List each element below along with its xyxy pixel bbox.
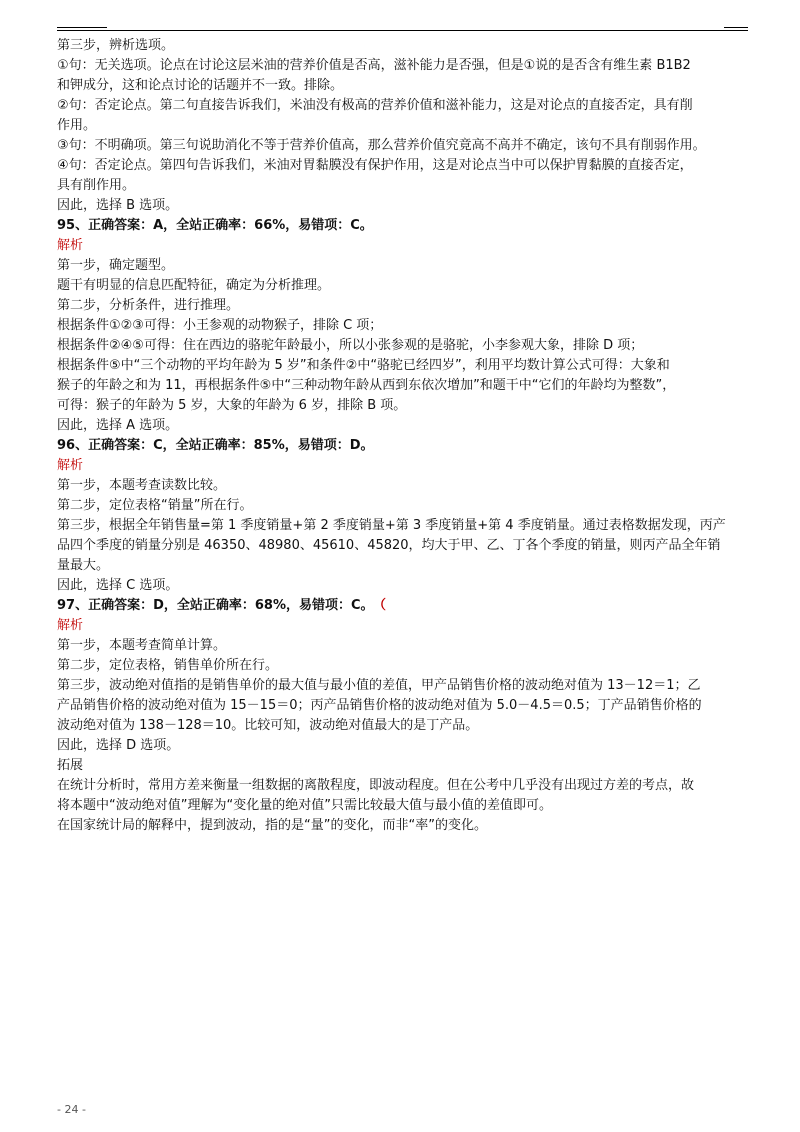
line-text: 解析 — [57, 458, 84, 473]
answer-heading — [57, 216, 748, 236]
text-line — [57, 416, 748, 436]
page-number: - 24 - — [57, 1103, 86, 1116]
line-text: 第一步，确定题型。 — [57, 258, 175, 273]
text-line — [57, 776, 748, 796]
text-line — [57, 476, 748, 496]
line-text: ②句：否定论点。第二句直接告诉我们，米油没有极高的营养价值和滋补能力，这是对论点的直接否定，具有削 — [57, 98, 693, 113]
line-text: 第三步，辨析选项。 — [57, 38, 175, 53]
line-text: 题干有明显的信息匹配特征，确定为分析推理。 — [57, 278, 331, 293]
text-line — [57, 176, 748, 196]
text-line — [57, 316, 748, 336]
line-text: 拓展 — [57, 758, 84, 773]
text-line — [57, 136, 748, 156]
text-line — [57, 796, 748, 816]
line-text: 产品销售价格的波动绝对值为 15－15＝0；丙产品销售价格的波动绝对值为 5.0－4.5＝0.5；丁产品销售价格的 — [57, 698, 702, 713]
page-content — [57, 36, 748, 836]
line-text: 猴子的年龄之和为 11，再根据条件⑤中“三种动物年龄从西到东依次增加”和题干中“它们的年龄均为整数”， — [57, 378, 676, 393]
text-line — [57, 56, 748, 76]
header-rule-left — [57, 27, 107, 28]
text-line — [57, 356, 748, 376]
line-text: 97、正确答案：D，全站正确率：68%，易错项：C。 — [57, 598, 374, 613]
line-text: 因此，选择 A 选项。 — [57, 418, 179, 433]
section-label — [57, 616, 748, 636]
text-line — [57, 816, 748, 836]
text-line — [57, 536, 748, 556]
line-text: 在国家统计局的解释中，提到波动，指的是“量”的变化，而非“率”的变化。 — [57, 818, 487, 833]
text-line — [57, 756, 748, 776]
line-text: ①句：无关选项。论点在讨论这层米油的营养价值是否高，滋补能力是否强，但是①说的是否含有维生素 B1B2 — [57, 58, 691, 73]
text-line — [57, 716, 748, 736]
line-text: 波动绝对值为 138－128＝10。比较可知，波动绝对值最大的是丁产品。 — [57, 718, 479, 733]
line-text: 量最大。 — [57, 558, 110, 573]
text-line — [57, 276, 748, 296]
text-line — [57, 336, 748, 356]
text-line — [57, 636, 748, 656]
text-line — [57, 556, 748, 576]
text-line — [57, 36, 748, 56]
line-text: 第二步，定位表格，销售单价所在行。 — [57, 658, 279, 673]
text-line — [57, 696, 748, 716]
answer-heading — [57, 596, 748, 616]
answer-heading — [57, 436, 748, 456]
line-text: 第三步，波动绝对值指的是销售单价的最大值与最小值的差值，甲产品销售价格的波动绝对值为 13－12＝1；乙 — [57, 678, 701, 693]
text-line — [57, 576, 748, 596]
header-rule-right — [724, 27, 748, 28]
line-text: 第二步，定位表格“销量”所在行。 — [57, 498, 253, 513]
text-line — [57, 256, 748, 276]
line-text: 第二步，分析条件，进行推理。 — [57, 298, 240, 313]
line-text: 解析 — [57, 618, 84, 633]
line-text: 作用。 — [57, 118, 97, 133]
text-line — [57, 396, 748, 416]
line-text: 根据条件⑤中“三个动物的平均年龄为 5 岁”和条件②中“骆驼已经四岁”，利用平均数计算公式可得：大象和 — [57, 358, 670, 373]
text-line — [57, 296, 748, 316]
section-label — [57, 456, 748, 476]
line-text: ④句：否定论点。第四句告诉我们，米油对胃黏膜没有保护作用，这是对论点当中可以保护胃黏膜的直接否定， — [57, 158, 693, 173]
text-line — [57, 116, 748, 136]
line-text: 根据条件①②③可得：小王参观的动物猴子，排除 C 项； — [57, 318, 383, 333]
line-text: 因此，选择 C 选项。 — [57, 578, 179, 593]
line-text: 第一步，本题考查读数比较。 — [57, 478, 227, 493]
line-text: 解析 — [57, 238, 84, 253]
header-rule — [57, 30, 748, 31]
line-text: 第三步，根据全年销售量=第 1 季度销量+第 2 季度销量+第 3 季度销量+第 4 季度销量。通过表格数据发现，丙产 — [57, 518, 726, 533]
line-text: 可得：猴子的年龄为 5 岁，大象的年龄为 6 岁，排除 B 项。 — [57, 398, 407, 413]
text-line — [57, 496, 748, 516]
line-text: ③句：不明确项。第三句说助消化不等于营养价值高，那么营养价值究竟高不高并不确定，该句不具有削弱作用。 — [57, 138, 706, 153]
line-text: 具有削作用。 — [57, 178, 136, 193]
text-line — [57, 676, 748, 696]
section-label — [57, 236, 748, 256]
line-text: 因此，选择 B 选项。 — [57, 198, 179, 213]
line-text: 因此，选择 D 选项。 — [57, 738, 180, 753]
text-line — [57, 156, 748, 176]
stray-mark: （ — [379, 598, 387, 613]
text-line — [57, 76, 748, 96]
line-text: 96、正确答案：C，全站正确率：85%，易错项：D。 — [57, 438, 374, 453]
text-line — [57, 656, 748, 676]
line-text: 95、正确答案：A，全站正确率：66%，易错项：C。 — [57, 218, 373, 233]
line-text: 将本题中“波动绝对值”理解为“变化量的绝对值”只需比较最大值与最小值的差值即可。 — [57, 798, 552, 813]
text-line — [57, 96, 748, 116]
line-text: 和钾成分，这和论点讨论的话题并不一致。排除。 — [57, 78, 344, 93]
line-text: 第一步，本题考查简单计算。 — [57, 638, 227, 653]
line-text: 根据条件②④⑤可得：住在西边的骆驼年龄最小，所以小张参观的是骆驼，小李参观大象，排除 D 项； — [57, 338, 644, 353]
text-line — [57, 736, 748, 756]
line-text: 在统计分析时，常用方差来衡量一组数据的离散程度，即波动程度。但在公考中几乎没有出现过方差的考点，故 — [57, 778, 695, 793]
text-line — [57, 376, 748, 396]
text-line — [57, 196, 748, 216]
line-text: 品四个季度的销量分别是 46350、48980、45610、45820，均大于甲、乙、丁各个季度的销量，则丙产品全年销 — [57, 538, 721, 553]
text-line — [57, 516, 748, 536]
